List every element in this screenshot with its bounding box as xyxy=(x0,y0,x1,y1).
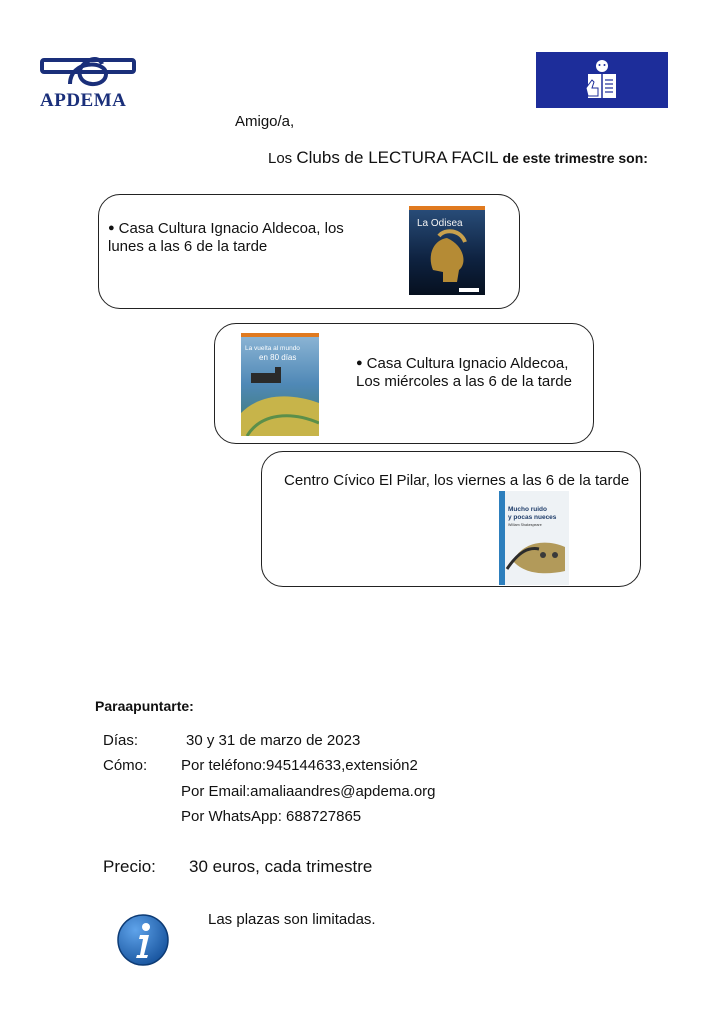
club-2-text xyxy=(356,354,592,391)
intro-part1: Los xyxy=(268,150,297,167)
club-2-label: Casa Cultura Ignacio Aldecoa, Los miércoles a las 6 de la tarde xyxy=(356,355,572,390)
cover-title-b: en 80 días xyxy=(259,353,297,362)
cover-title-b: y pocas nueces xyxy=(508,514,557,521)
cover-title: La Odisea xyxy=(417,218,463,229)
cover-title-a: Mucho ruido xyxy=(508,506,547,513)
knot-icon xyxy=(40,50,136,90)
book-cover-vuelta-al-mundo xyxy=(241,333,319,436)
note-text: Las plazas son limitadas. xyxy=(208,911,376,928)
intro-part3: LECTURA FACIL xyxy=(368,148,499,167)
signup-title: Paraapuntarte: xyxy=(95,698,194,714)
bullet: ● xyxy=(108,222,115,234)
book-cover-la-odisea xyxy=(409,206,485,295)
greeting: Amigo/a, xyxy=(235,113,295,130)
apdema-logo: APDEMA xyxy=(40,90,127,111)
info-icon xyxy=(116,913,170,967)
easy-read-logo xyxy=(536,52,668,108)
book-cover-vuelta-al-mundo-icon xyxy=(241,333,319,436)
intro-part2: Clubs de xyxy=(296,148,369,167)
bullet: ● xyxy=(356,357,363,369)
club-1-text xyxy=(108,219,373,256)
whatsapp-text: Por WhatsApp: 688727865 xyxy=(181,808,362,825)
phone-text: Por teléfono:945144633,extensión2 xyxy=(181,757,418,774)
como-label: Cómo: xyxy=(103,757,148,774)
book-cover-mucho-ruido xyxy=(499,491,569,585)
precio-label: Precio: xyxy=(103,857,156,876)
precio-value: 30 euros, cada trimestre xyxy=(189,857,373,876)
intro-part4: de este trimestre son: xyxy=(498,150,648,166)
cover-author: William Shakespeare xyxy=(508,523,542,527)
email-text: Por Email:amaliaandres@apdema.org xyxy=(181,783,436,800)
cover-title-a: La vuelta al mundo xyxy=(245,345,300,352)
dias-value: 30 y 31 de marzo de 2023 xyxy=(186,732,361,749)
book-cover-la-odisea-icon xyxy=(409,206,485,295)
easy-read-icon xyxy=(536,52,668,108)
dias-label: Días: xyxy=(103,732,139,749)
book-cover-mucho-ruido-icon xyxy=(499,491,569,585)
club-1-label: Casa Cultura Ignacio Aldecoa, los lunes a las 6 de la tarde xyxy=(108,220,344,255)
intro-line xyxy=(268,148,648,168)
club-3-text: Centro Cívico El Pilar, los viernes a las 6 de la tarde xyxy=(284,472,630,489)
